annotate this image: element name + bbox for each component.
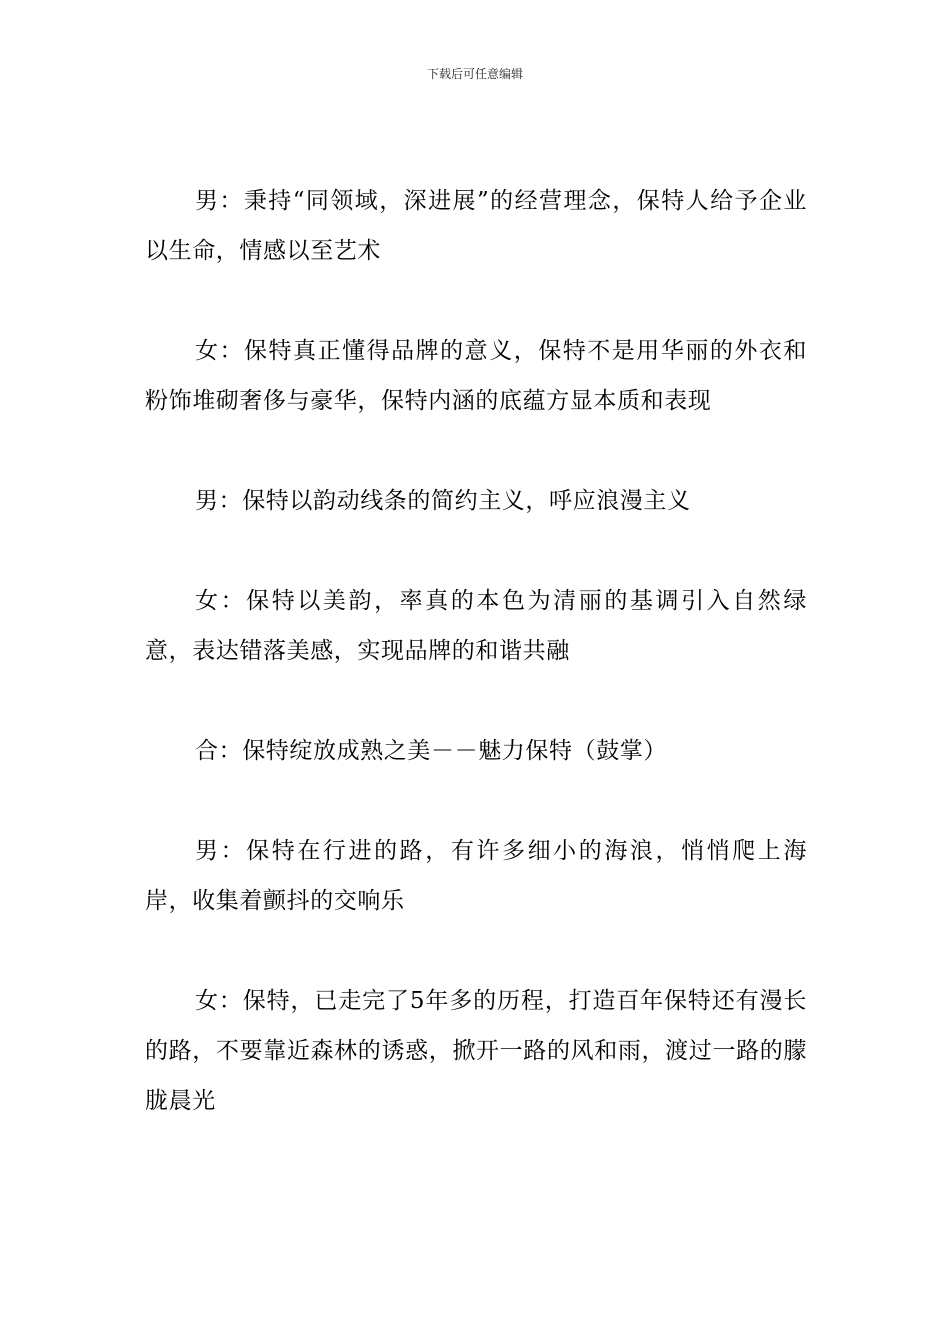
paragraph-male-3: 男：保特在行进的路，有许多细小的海浪，悄悄爬上海岸，收集着颤抖的交响乐 [145, 838, 807, 914]
document-body [145, 176, 807, 1176]
paragraph-female-1: 女：保特真正懂得品牌的意义，保特不是用华丽的外衣和粉饰堆砌奢侈与豪华，保特内涵的底蕴方显本质和表现 [145, 338, 807, 414]
page-header: 下载后可任意编辑 [426, 67, 523, 81]
paragraph-female-2: 女：保特以美韵，率真的本色为清丽的基调引入自然绿意，表达错落美感，实现品牌的和谐共融 [145, 588, 807, 664]
paragraph-male-2: 男：保特以韵动线条的简约主义，呼应浪漫主义 [195, 488, 691, 514]
paragraph-together: 合：保特绽放成熟之美－－魅力保特（鼓掌） [195, 738, 667, 764]
paragraph-male-1: 男：秉持“同领域，深进展”的经营理念，保特人给予企业以生命，情感以至艺术 [145, 188, 807, 264]
paragraph-female-3: 女：保特，已走完了5年多的历程，打造百年保特还有漫长的路，不要靠近森林的诱惑，掀开一路的风和雨，渡过一路的朦胧晨光 [145, 988, 807, 1114]
